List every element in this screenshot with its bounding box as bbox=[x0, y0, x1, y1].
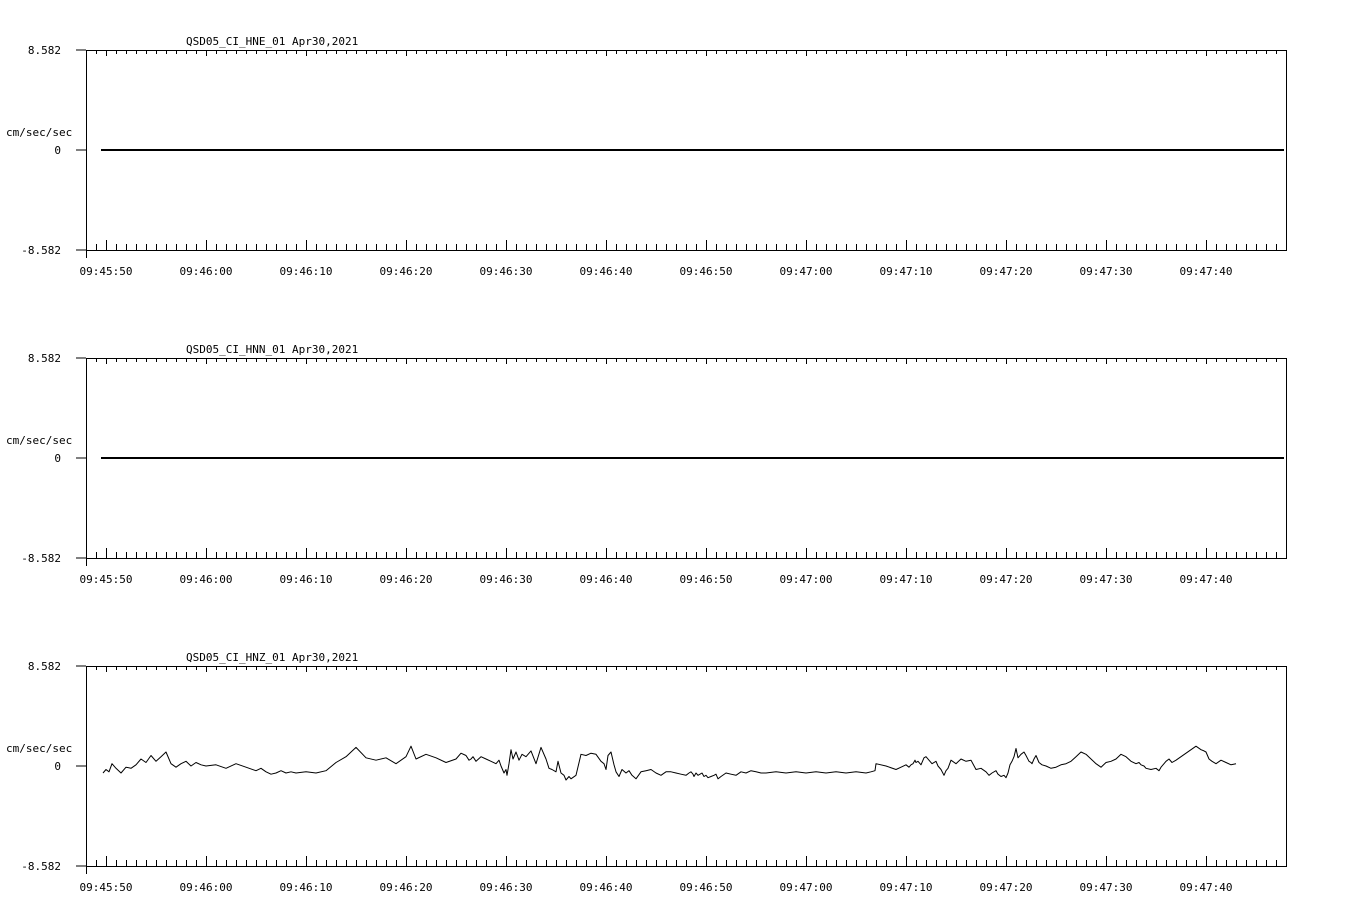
x-tick-label: 09:47:20 bbox=[979, 573, 1033, 586]
x-tick-label: 09:46:00 bbox=[179, 881, 233, 894]
panel-hnn bbox=[6, 343, 1287, 586]
y-axis-label: cm/sec/sec bbox=[6, 434, 73, 447]
x-tick-label: 09:46:10 bbox=[279, 573, 333, 586]
panel-title: QSD05_CI_HNE_01 Apr30,2021 bbox=[186, 35, 359, 48]
y-tick-label: 8.582 bbox=[27, 352, 61, 365]
y-axis-label: cm/sec/sec bbox=[6, 126, 73, 139]
x-tick-label: 09:47:20 bbox=[979, 881, 1033, 894]
y-tick-label: -8.582 bbox=[21, 552, 61, 565]
x-tick-label: 09:47:20 bbox=[979, 265, 1033, 278]
panel-title: QSD05_CI_HNZ_01 Apr30,2021 bbox=[186, 651, 359, 664]
x-tick-label: 09:46:20 bbox=[379, 265, 433, 278]
x-tick-label: 09:46:00 bbox=[179, 573, 233, 586]
x-tick-label: 09:46:00 bbox=[179, 265, 233, 278]
x-tick-label: 09:46:50 bbox=[679, 265, 733, 278]
x-tick-label: 09:46:10 bbox=[279, 265, 333, 278]
y-tick-label: 0 bbox=[54, 144, 61, 157]
y-tick-label: 0 bbox=[54, 760, 61, 773]
x-tick-label: 09:47:10 bbox=[879, 265, 933, 278]
x-tick-label: 09:47:10 bbox=[879, 881, 933, 894]
panel-hnz bbox=[6, 651, 1287, 894]
x-tick-label: 09:47:00 bbox=[779, 265, 833, 278]
x-tick-label: 09:47:10 bbox=[879, 573, 933, 586]
x-tick-label: 09:46:30 bbox=[479, 265, 533, 278]
x-tick-label: 09:47:00 bbox=[779, 573, 833, 586]
x-tick-label: 09:46:40 bbox=[579, 881, 633, 894]
y-tick-label: 8.582 bbox=[27, 44, 61, 57]
x-tick-label: 09:47:40 bbox=[1179, 881, 1233, 894]
x-tick-label: 09:46:50 bbox=[679, 881, 733, 894]
panel-title: QSD05_CI_HNN_01 Apr30,2021 bbox=[186, 343, 359, 356]
y-tick-label: 0 bbox=[54, 452, 61, 465]
x-tick-label: 09:46:40 bbox=[579, 265, 633, 278]
x-tick-label: 09:46:40 bbox=[579, 573, 633, 586]
x-tick-label: 09:47:30 bbox=[1079, 881, 1133, 894]
y-tick-label: 8.582 bbox=[27, 660, 61, 673]
x-tick-label: 09:46:30 bbox=[479, 881, 533, 894]
x-tick-label: 09:47:30 bbox=[1079, 573, 1133, 586]
panel-hne bbox=[6, 35, 1287, 278]
x-tick-label: 09:47:30 bbox=[1079, 265, 1133, 278]
y-tick-label: -8.582 bbox=[21, 860, 61, 873]
y-axis-label: cm/sec/sec bbox=[6, 742, 73, 755]
x-tick-label: 09:45:50 bbox=[79, 881, 133, 894]
x-tick-label: 09:47:00 bbox=[779, 881, 833, 894]
x-tick-label: 09:47:40 bbox=[1179, 573, 1233, 586]
x-tick-label: 09:45:50 bbox=[79, 573, 133, 586]
y-tick-label: -8.582 bbox=[21, 244, 61, 257]
x-tick-label: 09:46:30 bbox=[479, 573, 533, 586]
waveform-trace bbox=[103, 746, 1236, 780]
x-tick-label: 09:46:20 bbox=[379, 573, 433, 586]
x-tick-label: 09:46:20 bbox=[379, 881, 433, 894]
x-tick-label: 09:45:50 bbox=[79, 265, 133, 278]
x-tick-label: 09:46:10 bbox=[279, 881, 333, 894]
x-tick-label: 09:47:40 bbox=[1179, 265, 1233, 278]
x-tick-label: 09:46:50 bbox=[679, 573, 733, 586]
